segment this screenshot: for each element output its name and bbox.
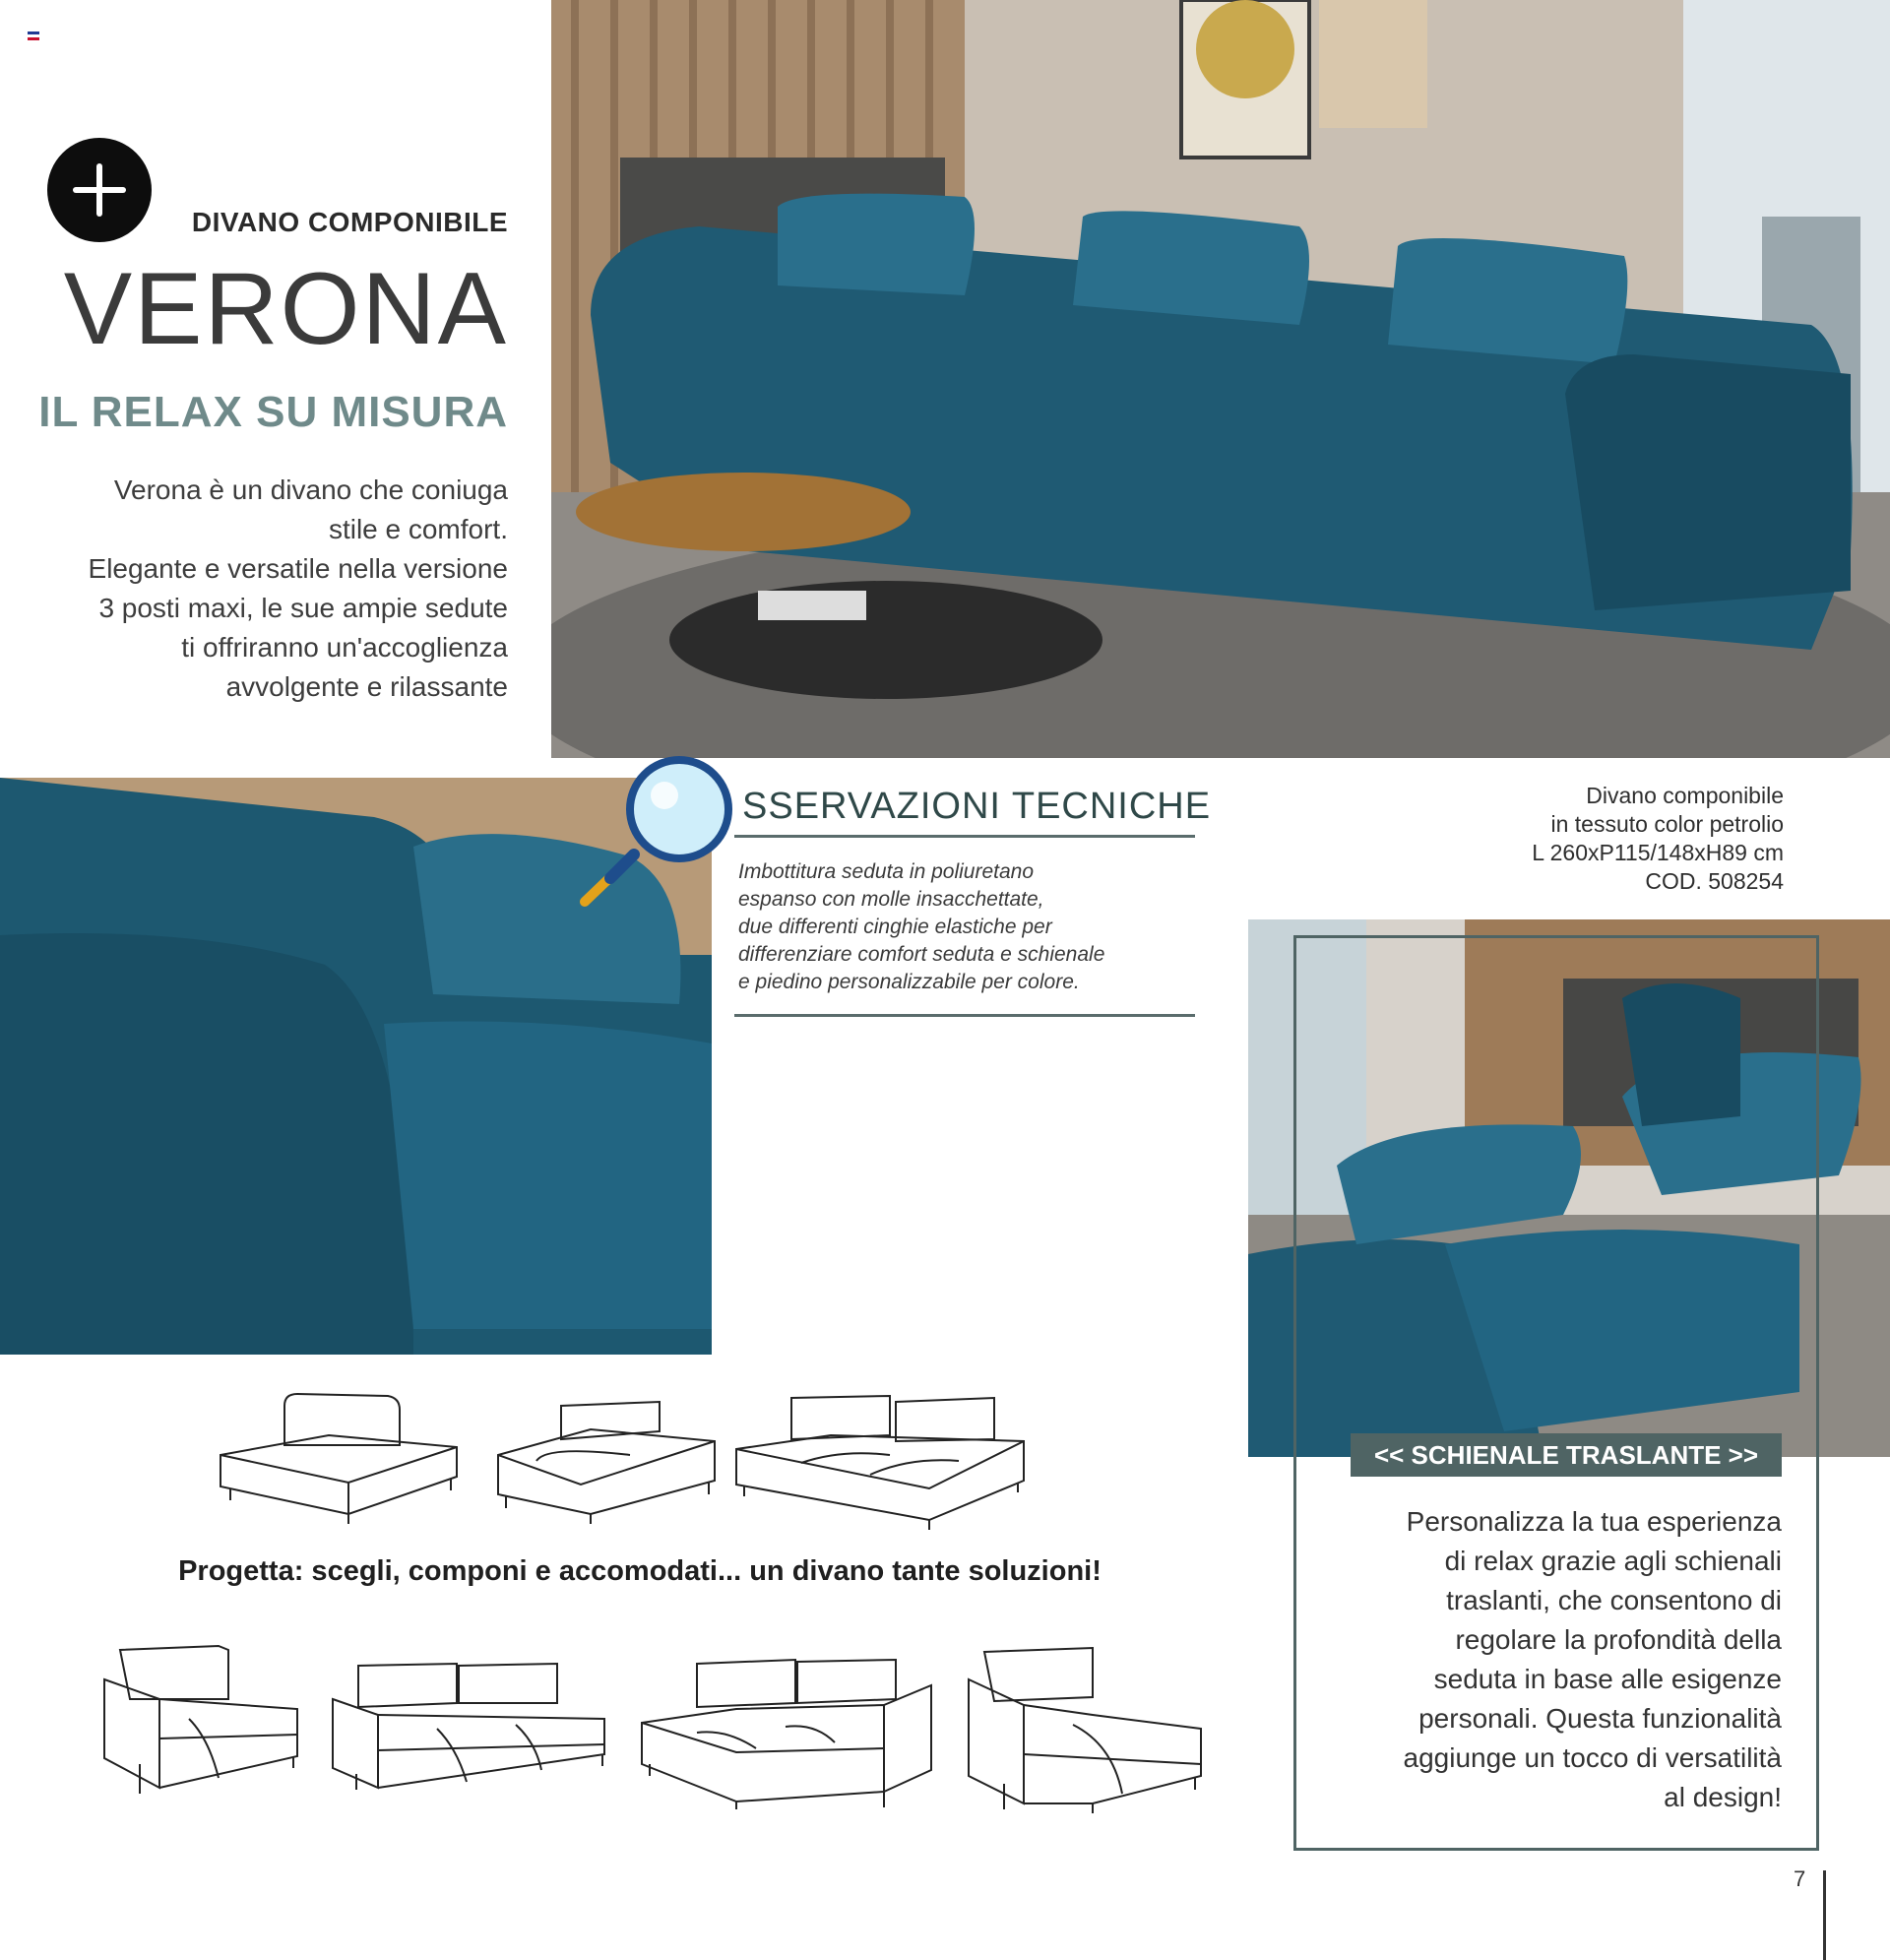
divider [734, 1014, 1195, 1017]
spec-line: L 260xP115/148xH89 cm [1532, 840, 1784, 865]
intro-line: ti offriranno un'accoglienza [181, 632, 508, 663]
feature-line: Personalizza la tua esperienza [1406, 1506, 1782, 1537]
tech-notes-body [738, 858, 1191, 996]
config-drawing-corner-seat [211, 1386, 467, 1524]
magnifier-icon [571, 756, 738, 914]
feature-line: seduta in base alle esigenze [1433, 1664, 1782, 1694]
intro-line: stile e comfort. [328, 514, 508, 544]
product-category: DIVANO COMPONIBILE [191, 207, 508, 237]
product-spec [1532, 782, 1784, 896]
intro-line: avvolgente e rilassante [225, 671, 508, 702]
config-drawing-two-seat-chaise [732, 1386, 1030, 1532]
product-title: VERONA [63, 252, 508, 366]
feature-text [1309, 1502, 1782, 1817]
tech-notes-line: differenziare comfort seduta e schienale [738, 943, 1105, 966]
divider [1823, 1870, 1826, 1960]
feature-banner: << SCHIENALE TRASLANTE >> [1351, 1433, 1782, 1477]
tech-notes-line: Imbottitura seduta in poliuretano [738, 860, 1035, 883]
config-drawing-armchair-end [100, 1640, 303, 1802]
hero-sofa-photo [551, 0, 1890, 758]
product-subtitle: IL RELAX SU MISURA [38, 388, 508, 436]
intro-text [0, 471, 508, 707]
intro-line: Elegante e versatile nella versione [88, 553, 508, 584]
configurations-tagline: Progetta: scegli, componi e accomodati... un divano tante soluzioni! [178, 1555, 1102, 1587]
tech-notes-line: due differenti cinghie elastiche per [738, 916, 1052, 938]
divider [734, 835, 1195, 838]
feature-line: di relax grazie agli schienali [1444, 1546, 1782, 1576]
config-drawing-two-seater [329, 1660, 610, 1798]
config-drawing-chaise-end [965, 1646, 1207, 1815]
tech-notes-line: e piedino personalizzabile per colore. [738, 971, 1080, 993]
spec-line: in tessuto color petrolio [1550, 811, 1784, 837]
feature-line: personali. Questa funzionalità [1418, 1703, 1782, 1734]
feature-line: aggiunge un tocco di versatilità [1403, 1742, 1782, 1773]
spec-line: Divano componibile [1586, 783, 1784, 808]
feature-line: regolare la profondità della [1455, 1624, 1782, 1655]
plus-icon [47, 138, 152, 242]
flag-icon [28, 32, 39, 40]
intro-line: 3 posti maxi, le sue ampie sedute [98, 593, 508, 623]
tech-notes-line: espanso con molle insacchettate, [738, 888, 1044, 911]
spec-line: COD. 508254 [1645, 868, 1784, 894]
config-drawing-three-seater [638, 1654, 937, 1811]
tech-notes-heading: SSERVAZIONI TECNICHE [742, 786, 1212, 827]
config-drawing-chaise [492, 1386, 721, 1524]
feature-line: traslanti, che consentono di [1446, 1585, 1782, 1615]
feature-line: al design! [1664, 1782, 1782, 1812]
intro-line: Verona è un divano che coniuga [113, 474, 508, 505]
page-number: 7 [1794, 1866, 1806, 1891]
